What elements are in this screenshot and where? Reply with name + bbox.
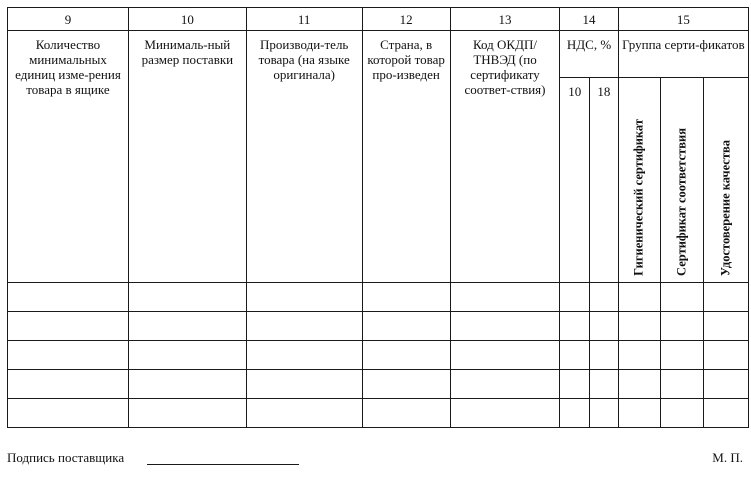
table-cell[interactable] — [450, 283, 560, 312]
table-cell[interactable] — [703, 312, 748, 341]
table-cell[interactable] — [362, 312, 450, 341]
table-cell[interactable] — [590, 399, 619, 428]
header-certificate-group: Группа серти-фикатов — [618, 31, 748, 78]
cert-quality-label: Удостоверение качества — [718, 139, 733, 276]
column-number-row — [8, 8, 749, 31]
table-cell[interactable] — [703, 283, 748, 312]
table-cell[interactable] — [450, 312, 560, 341]
table-cell[interactable] — [450, 399, 560, 428]
cert-hygienic — [618, 78, 660, 283]
table-cell[interactable] — [362, 341, 450, 370]
table-cell[interactable] — [590, 341, 619, 370]
header-manufacturer: Производи-тель товара (на языке оригинала) — [246, 31, 362, 283]
column-number-14: 14 — [560, 8, 618, 31]
table-cell[interactable] — [560, 312, 590, 341]
table-cell[interactable] — [362, 370, 450, 399]
table-cell[interactable] — [8, 399, 129, 428]
table-cell[interactable] — [703, 399, 748, 428]
column-number-12: 12 — [362, 8, 450, 31]
table-cell[interactable] — [128, 312, 246, 341]
table-cell[interactable] — [8, 370, 129, 399]
table-cell[interactable] — [8, 341, 129, 370]
table-cell[interactable] — [128, 399, 246, 428]
table-cell[interactable] — [590, 370, 619, 399]
table-cell[interactable] — [560, 341, 590, 370]
table-row — [8, 399, 749, 428]
table-cell[interactable] — [618, 283, 660, 312]
table-cell[interactable] — [703, 341, 748, 370]
table-cell[interactable] — [660, 312, 703, 341]
cert-quality — [703, 78, 748, 283]
table-cell[interactable] — [618, 370, 660, 399]
signature-line[interactable] — [147, 464, 299, 465]
table-cell[interactable] — [560, 370, 590, 399]
table-row — [8, 341, 749, 370]
vat-rate-10: 10 — [560, 78, 590, 283]
table-cell[interactable] — [450, 341, 560, 370]
table-cell[interactable] — [362, 399, 450, 428]
table-cell[interactable] — [362, 283, 450, 312]
cert-hygienic-label: Гигиенический сертификат — [631, 119, 646, 276]
table-cell[interactable] — [128, 283, 246, 312]
table-cell[interactable] — [618, 399, 660, 428]
header-country: Страна, в которой товар про-изведен — [362, 31, 450, 283]
data-rows — [8, 283, 749, 428]
table-cell[interactable] — [246, 370, 362, 399]
column-number-15: 15 — [618, 8, 748, 31]
table-cell[interactable] — [618, 312, 660, 341]
column-number-11: 11 — [246, 8, 362, 31]
table-cell[interactable] — [128, 370, 246, 399]
column-number-13: 13 — [450, 8, 560, 31]
header-vat: НДС, % — [560, 31, 618, 78]
table-cell[interactable] — [660, 399, 703, 428]
column-number-10: 10 — [128, 8, 246, 31]
table-cell[interactable] — [660, 370, 703, 399]
table-cell[interactable] — [8, 283, 129, 312]
table-row — [8, 312, 749, 341]
table-cell[interactable] — [560, 399, 590, 428]
table-row — [8, 283, 749, 312]
table-cell[interactable] — [618, 341, 660, 370]
table-cell[interactable] — [560, 283, 590, 312]
table-cell[interactable] — [660, 283, 703, 312]
supplier-goods-table — [7, 7, 749, 428]
table-cell[interactable] — [703, 370, 748, 399]
stamp-label: М. П. — [712, 450, 743, 465]
table-cell[interactable] — [450, 370, 560, 399]
table-cell[interactable] — [590, 283, 619, 312]
table-cell[interactable] — [246, 283, 362, 312]
table-cell[interactable] — [660, 341, 703, 370]
header-okdp-code: Код ОКДП/ ТНВЭД (по сертификату соответ-ствия) — [450, 31, 560, 283]
header-min-delivery: Минималь-ный размер поставки — [128, 31, 246, 283]
table-cell[interactable] — [8, 312, 129, 341]
header-units-per-box: Количество минимальных единиц изме-рения товара в ящике — [8, 31, 129, 283]
table-cell[interactable] — [246, 341, 362, 370]
cert-conformity-label: Сертификат соответствия — [674, 128, 689, 276]
table-row — [8, 370, 749, 399]
vat-rate-18: 18 — [590, 78, 619, 283]
header-row-top — [8, 31, 749, 78]
cert-conformity — [660, 78, 703, 283]
table-cell[interactable] — [246, 312, 362, 341]
table-cell[interactable] — [590, 312, 619, 341]
signature-label: Подпись поставщика — [7, 450, 125, 465]
table-cell[interactable] — [128, 341, 246, 370]
column-number-9: 9 — [8, 8, 129, 31]
table-cell[interactable] — [246, 399, 362, 428]
